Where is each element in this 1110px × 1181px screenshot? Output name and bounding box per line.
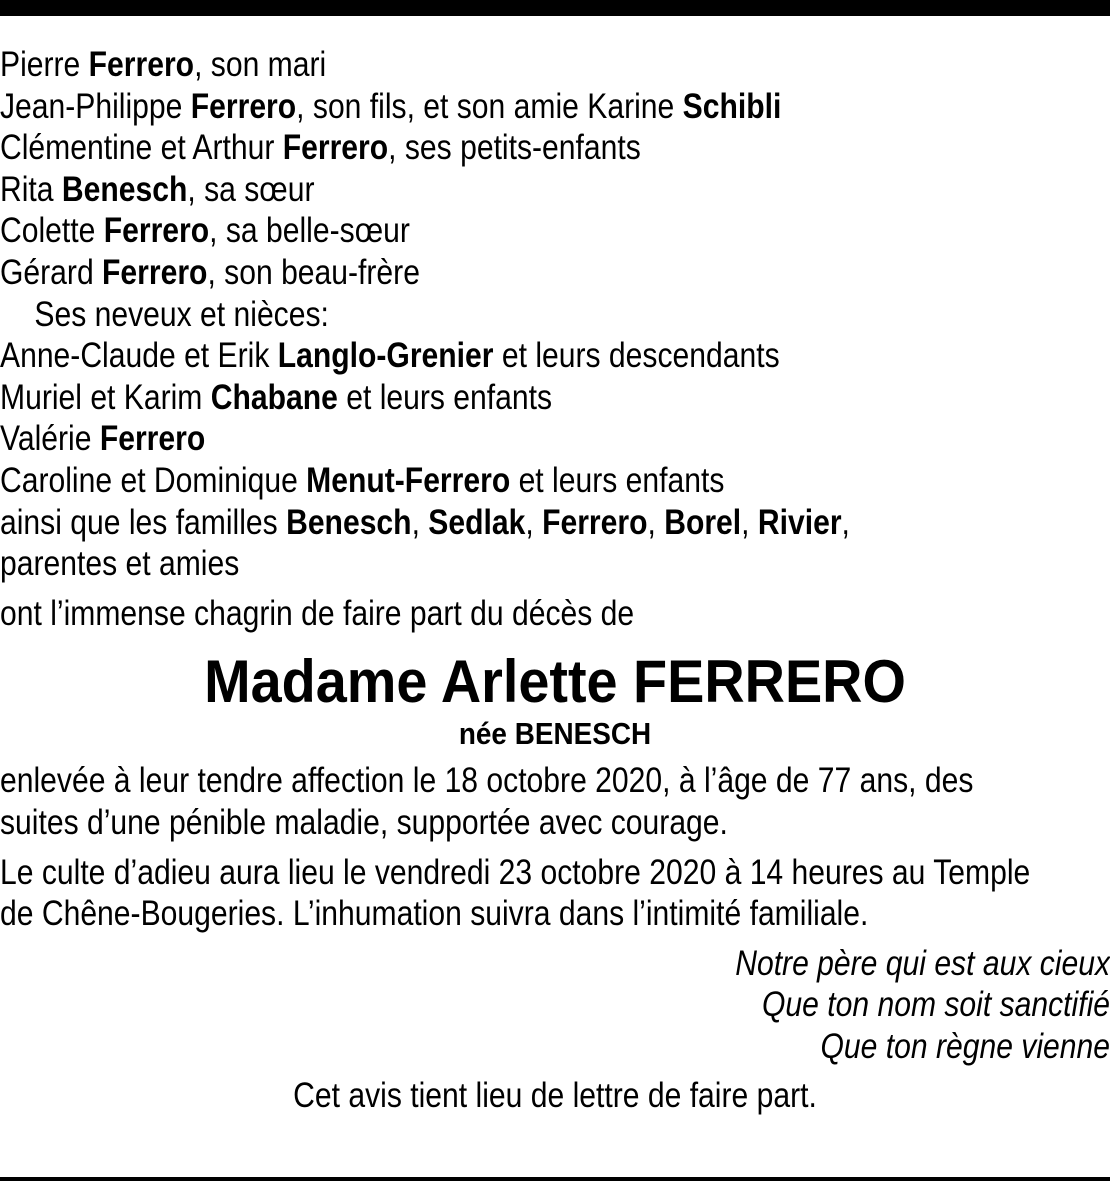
service-line-1: Le culte d’adieu aura lieu le vendredi 23 octobre 2020 à 14 heures au Temple [0, 852, 1031, 892]
surname: Menut-Ferrero [306, 460, 511, 500]
surname: Ferrero [282, 128, 389, 168]
surname: Ferrero [99, 419, 206, 459]
surname: Schibli [682, 86, 782, 126]
separator: , [741, 502, 758, 542]
details-line-1: enlevée à leur tendre affection le 18 octobre 2020, à l’âge de 77 ans, des [0, 761, 974, 801]
family-line-sister [0, 169, 955, 211]
surname: Ferrero [190, 86, 297, 126]
relation: , son fils, et son amie Karine [296, 86, 683, 126]
maiden-name: née BENESCH [458, 716, 652, 752]
family-line-grandchildren [0, 127, 955, 169]
family-surname: Rivier [757, 502, 842, 542]
service-line-2: de Chêne-Bougeries. L’inhumation suivra dans l’intimité familiale. [0, 894, 869, 934]
nephew-line [0, 460, 955, 502]
relation: et leurs enfants [337, 377, 553, 417]
given-names: Jean-Philippe [0, 86, 191, 126]
given-names: Colette [0, 211, 104, 251]
separator: , [525, 502, 543, 542]
relation: et leurs descendants [493, 336, 780, 376]
family-surname: Borel [664, 502, 742, 542]
announcement: ont l’immense chagrin de faire part du décès de [0, 593, 635, 633]
separator: , [647, 502, 665, 542]
surname: Langlo-Grenier [277, 336, 494, 376]
surname: Benesch [61, 169, 188, 209]
obituary-notice [0, 44, 1110, 1117]
surname: Ferrero [102, 252, 208, 292]
family-line-sister-in-law [0, 210, 955, 252]
families-intro: ainsi que les familles [0, 502, 287, 542]
nephew-line [0, 418, 955, 460]
relation: et leurs enfants [510, 460, 725, 500]
families-line [0, 502, 955, 544]
details-line-2: suites d’une pénible maladie, supportée avec courage. [0, 802, 728, 842]
relation: , son beau-frère [207, 252, 420, 292]
surname: Ferrero [88, 45, 195, 84]
deceased-name: Madame Arlette FERRERO [204, 648, 906, 716]
family-line-husband [0, 44, 955, 86]
prayer-line: Que ton nom soit sanctifié [761, 985, 1110, 1025]
families-line-2: parentes et amies [0, 544, 240, 584]
surname: Ferrero [103, 211, 210, 251]
family-surname: Ferrero [542, 502, 648, 542]
nephew-line [0, 377, 955, 419]
surname: Chabane [210, 377, 338, 417]
separator: , [841, 502, 850, 542]
given-names: Clémentine et Arthur [0, 128, 283, 168]
given-names: Rita [0, 169, 62, 209]
given-names: Pierre [0, 45, 89, 84]
given-names: Valérie [0, 419, 100, 459]
separator: , [411, 502, 429, 542]
nephews-heading: Ses neveux et nièces: [34, 294, 329, 334]
relation: , sa belle-sœur [209, 211, 410, 251]
given-names: Caroline et Dominique [0, 460, 307, 500]
relation: , son mari [194, 45, 327, 84]
family-surname: Sedlak [428, 502, 526, 542]
given-names: Muriel et Karim [0, 377, 211, 417]
prayer-line: Notre père qui est aux cieux [735, 943, 1110, 983]
prayer-line: Que ton règne vienne [820, 1026, 1110, 1066]
family-surname: Benesch [286, 502, 412, 542]
top-rule [0, 0, 1110, 16]
family-line-brother-in-law [0, 252, 955, 294]
family-line-son [0, 86, 955, 128]
nephew-line [0, 335, 955, 377]
relation: , ses petits-enfants [388, 128, 641, 168]
closing-note: Cet avis tient lieu de lettre de faire part. [293, 1076, 817, 1116]
given-names: Gérard [0, 252, 103, 292]
given-names: Anne-Claude et Erik [0, 336, 278, 376]
bottom-rule [0, 1177, 1110, 1181]
relation: , sa sœur [187, 169, 315, 209]
